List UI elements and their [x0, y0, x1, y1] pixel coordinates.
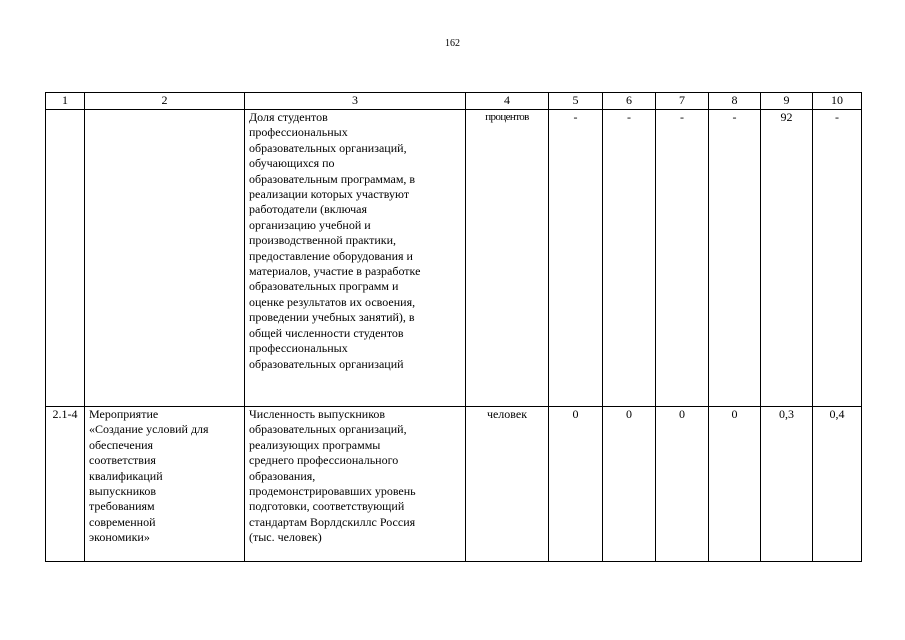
- header-cell: 10: [813, 93, 862, 110]
- page-number: 162: [445, 38, 460, 49]
- table-header-row: [46, 93, 862, 110]
- table-row: [46, 110, 862, 407]
- value-cell: 0: [709, 407, 761, 562]
- indicator-name-cell: Численность выпускников образовательных организаций, реализующих программы среднего профессионального образования, продемонстрировавших уровень подготовки, соответствующий стандартам Ворлдскиллс Россия (тыс. человек): [245, 407, 466, 562]
- event-name-cell: [85, 110, 245, 407]
- value-cell: 0,3: [761, 407, 813, 562]
- row-number-cell: [46, 110, 85, 407]
- header-cell: 5: [549, 93, 603, 110]
- header-cell: 7: [656, 93, 709, 110]
- header-cell: 4: [466, 93, 549, 110]
- header-cell: 3: [245, 93, 466, 110]
- table-row: [46, 407, 862, 562]
- unit-cell: процентов: [466, 110, 549, 407]
- value-cell: -: [549, 110, 603, 407]
- row-number-cell: 2.1-4: [46, 407, 85, 562]
- indicator-table: [45, 92, 862, 562]
- value-cell: 0: [656, 407, 709, 562]
- header-cell: 9: [761, 93, 813, 110]
- value-cell: 0: [603, 407, 656, 562]
- value-cell: -: [813, 110, 862, 407]
- header-cell: 6: [603, 93, 656, 110]
- value-cell: -: [709, 110, 761, 407]
- value-cell: 0: [549, 407, 603, 562]
- header-cell: 8: [709, 93, 761, 110]
- indicator-name-cell: Доля студентов профессиональных образовательных организаций, обучающихся по образовательным программам, в реализации которых участвуют работодатели (включая организацию учебной и производственной практики, предоставление оборудования и материалов, участие в разработке образовательных программ и оценке результатов их освоения, проведении учебных занятий), в общей численности студентов профессиональных образовательных организаций: [245, 110, 466, 407]
- header-cell: 1: [46, 93, 85, 110]
- unit-cell: человек: [466, 407, 549, 562]
- event-name-cell: Мероприятие «Создание условий для обеспечения соответствия квалификаций выпускников требованиям современной экономики»: [85, 407, 245, 562]
- value-cell: 0,4: [813, 407, 862, 562]
- header-cell: 2: [85, 93, 245, 110]
- value-cell: -: [656, 110, 709, 407]
- value-cell: 92: [761, 110, 813, 407]
- value-cell: -: [603, 110, 656, 407]
